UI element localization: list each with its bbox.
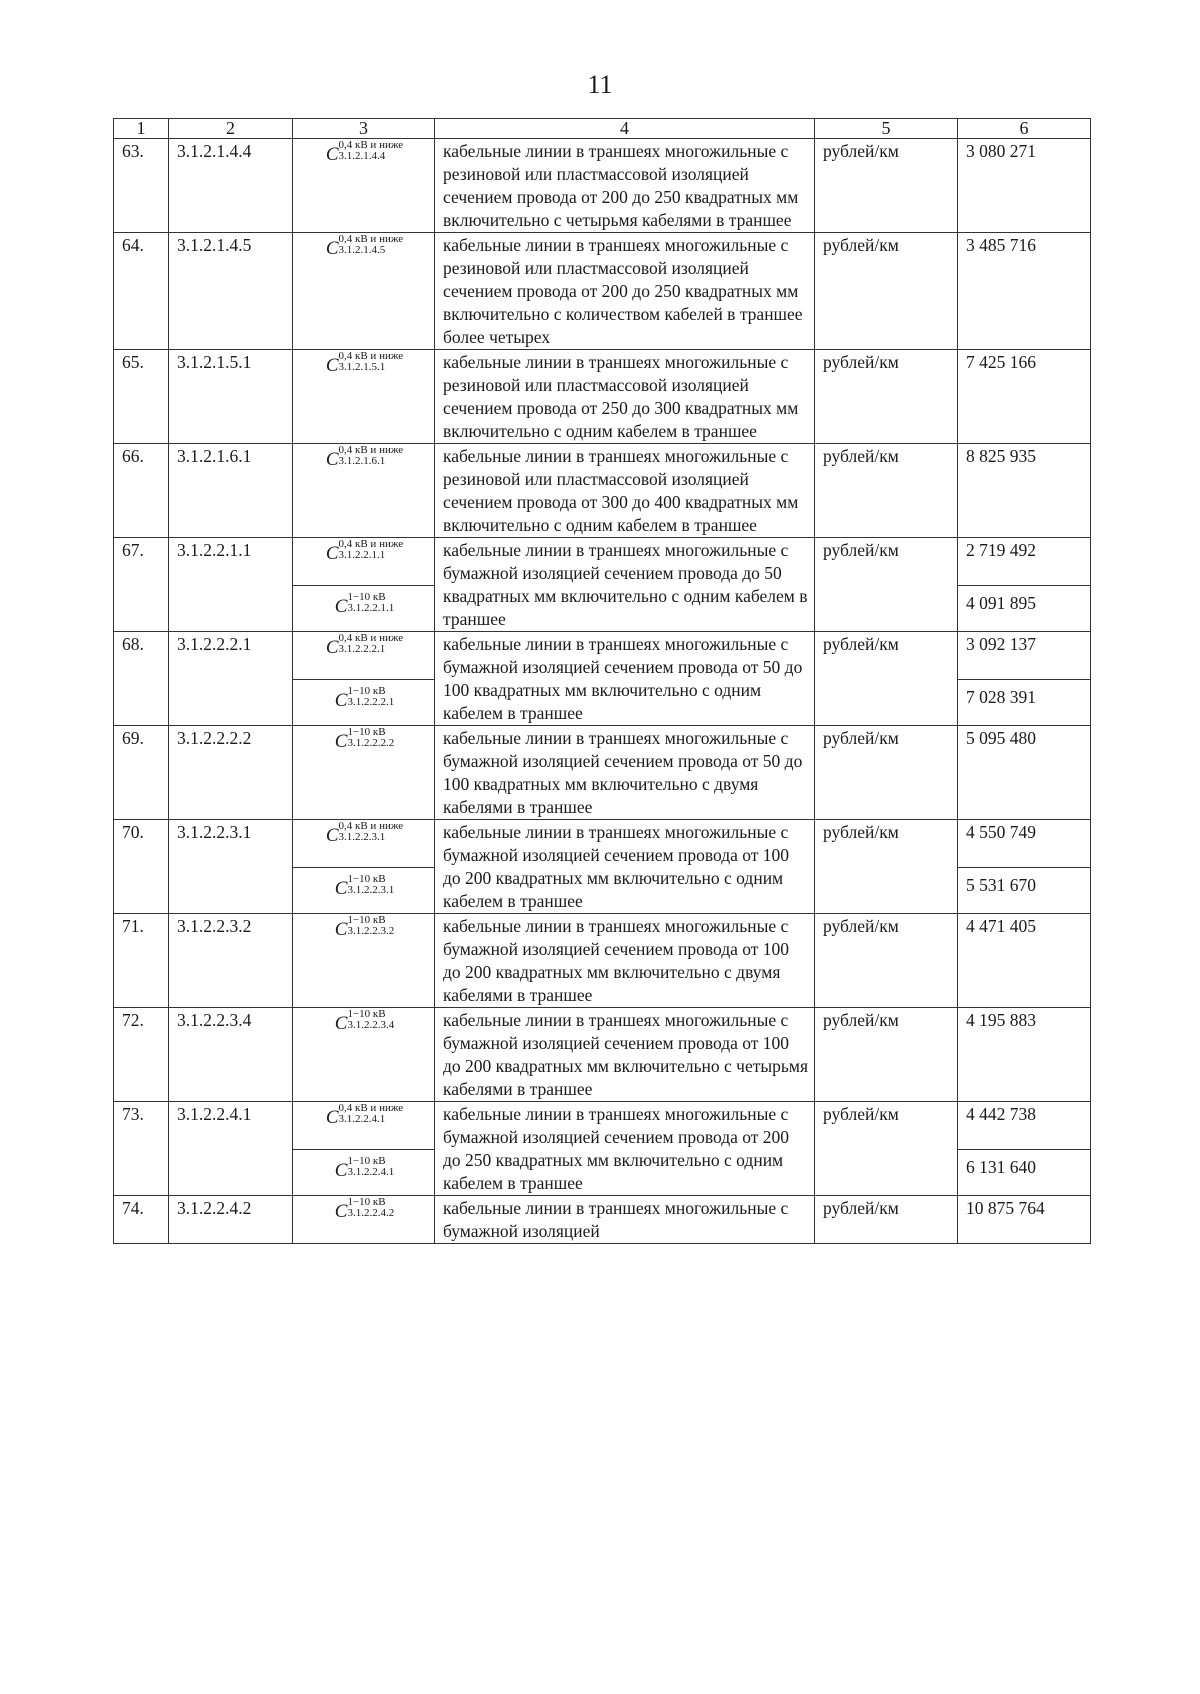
rate-voltage-class: 1−10 кВ (347, 1196, 386, 1208)
header-row (114, 119, 1091, 139)
rate-index: 3.1.2.1.6.1 (338, 455, 386, 467)
rate-symbol (293, 538, 435, 586)
rate-symbol-letter: C (325, 144, 339, 165)
rate-symbol (293, 444, 435, 538)
rate-symbol-letter: C (325, 1107, 339, 1128)
rate-symbol-letter: C (334, 690, 348, 711)
header-cell: 2 (169, 119, 293, 139)
row-unit: рублей/км (815, 1008, 958, 1102)
row-number: 73. (114, 1102, 169, 1196)
row-unit: рублей/км (815, 632, 958, 726)
table-row (114, 350, 1091, 444)
row-code: 3.1.2.2.4.2 (169, 1196, 293, 1244)
rate-symbol-letter: C (325, 449, 339, 470)
row-description: кабельные линии в траншеях многожильные с бумажной изоляцией сечением провода от 100 до 200 квадратных мм включительно с двумя кабелями в траншее (435, 914, 815, 1008)
rate-symbol-letter: C (325, 637, 339, 658)
row-number: 63. (114, 139, 169, 233)
row-code: 3.1.2.1.6.1 (169, 444, 293, 538)
rate-symbol-letter: C (334, 1201, 348, 1222)
rate-index: 3.1.2.1.4.5 (338, 244, 386, 256)
row-unit: рублей/км (815, 538, 958, 632)
row-unit: рублей/км (815, 444, 958, 538)
rate-symbol-letter: C (334, 731, 348, 752)
row-description: кабельные линии в траншеях многожильные с бумажной изоляцией сечением провода от 50 до 100 квадратных мм включительно с одним кабелем в траншее (435, 632, 815, 726)
row-number: 69. (114, 726, 169, 820)
row-value: 7 028 391 (958, 680, 1091, 726)
row-value: 10 875 764 (958, 1196, 1091, 1244)
rate-index: 3.1.2.2.4.1 (338, 1113, 386, 1125)
row-value: 7 425 166 (958, 350, 1091, 444)
rate-symbol-letter: C (334, 596, 348, 617)
table-row (114, 1008, 1091, 1102)
row-description: кабельные линии в траншеях многожильные с резиновой или пластмассовой изоляцией сечением провода от 300 до 400 квадратных мм включительно с одним кабелем в траншее (435, 444, 815, 538)
row-value: 6 131 640 (958, 1150, 1091, 1196)
table-row (114, 1102, 1091, 1150)
page-number: 11 (587, 70, 613, 99)
rate-voltage-class: 1−10 кВ (347, 685, 386, 697)
rate-index: 3.1.2.2.3.2 (347, 925, 395, 937)
table-row (114, 538, 1091, 586)
rate-voltage-class: 1−10 кВ (347, 591, 386, 603)
row-description: кабельные линии в траншеях многожильные с бумажной изоляцией (435, 1196, 815, 1244)
rate-symbol (293, 1008, 435, 1102)
row-unit: рублей/км (815, 350, 958, 444)
table-row (114, 139, 1091, 233)
row-description: кабельные линии в траншеях многожильные с бумажной изоляцией сечением провода от 100 до 200 квадратных мм включительно с одним кабелем в траншее (435, 820, 815, 914)
rate-voltage-class: 0,4 кВ и ниже (338, 444, 404, 456)
rate-voltage-class: 1−10 кВ (347, 914, 386, 926)
row-number: 67. (114, 538, 169, 632)
row-unit: рублей/км (815, 726, 958, 820)
row-unit: рублей/км (815, 233, 958, 350)
row-value: 3 485 716 (958, 233, 1091, 350)
header-cell: 5 (815, 119, 958, 139)
row-number: 74. (114, 1196, 169, 1244)
rate-symbol-letter: C (325, 543, 339, 564)
rate-voltage-class: 0,4 кВ и ниже (338, 538, 404, 550)
rate-symbol (293, 586, 435, 632)
row-unit: рублей/км (815, 1196, 958, 1244)
row-unit: рублей/км (815, 820, 958, 914)
row-value: 5 095 480 (958, 726, 1091, 820)
row-code: 3.1.2.1.4.5 (169, 233, 293, 350)
row-number: 64. (114, 233, 169, 350)
rate-symbol-letter: C (334, 1160, 348, 1181)
row-number: 71. (114, 914, 169, 1008)
rate-symbol (293, 820, 435, 868)
row-value: 4 091 895 (958, 586, 1091, 632)
rate-index: 3.1.2.2.4.2 (347, 1207, 395, 1219)
rate-symbol-letter: C (334, 878, 348, 899)
header-cell: 1 (114, 119, 169, 139)
rate-voltage-class: 1−10 кВ (347, 1008, 386, 1020)
header-cell: 6 (958, 119, 1091, 139)
rate-voltage-class: 0,4 кВ и ниже (338, 233, 404, 245)
row-code: 3.1.2.1.5.1 (169, 350, 293, 444)
rate-index: 3.1.2.1.4.4 (338, 150, 386, 162)
rate-symbol (293, 680, 435, 726)
rate-index: 3.1.2.2.1.1 (338, 549, 386, 561)
header-cell: 4 (435, 119, 815, 139)
rate-index: 3.1.2.2.2.2 (347, 737, 395, 749)
rate-symbol (293, 1150, 435, 1196)
rate-voltage-class: 0,4 кВ и ниже (338, 139, 404, 151)
row-code: 3.1.2.2.2.1 (169, 632, 293, 726)
rate-index: 3.1.2.2.3.1 (347, 884, 395, 896)
table-row (114, 726, 1091, 820)
row-description: кабельные линии в траншеях многожильные с резиновой или пластмассовой изоляцией сечением провода от 250 до 300 квадратных мм включительно с одним кабелем в траншее (435, 350, 815, 444)
row-value: 4 471 405 (958, 914, 1091, 1008)
row-value: 4 195 883 (958, 1008, 1091, 1102)
rate-symbol-letter: C (334, 1013, 348, 1034)
row-value: 4 550 749 (958, 820, 1091, 868)
row-value: 2 719 492 (958, 538, 1091, 586)
row-number: 68. (114, 632, 169, 726)
rate-index: 3.1.2.2.4.1 (347, 1166, 395, 1178)
row-code: 3.1.2.2.1.1 (169, 538, 293, 632)
row-description: кабельные линии в траншеях многожильные с бумажной изоляцией сечением провода от 50 до 100 квадратных мм включительно с двумя кабелями в траншее (435, 726, 815, 820)
rate-voltage-class: 1−10 кВ (347, 1155, 386, 1167)
row-number: 65. (114, 350, 169, 444)
rate-voltage-class: 0,4 кВ и ниже (338, 1102, 404, 1114)
row-number: 72. (114, 1008, 169, 1102)
table-row (114, 632, 1091, 680)
rate-symbol-letter: C (325, 825, 339, 846)
row-description: кабельные линии в траншеях многожильные с резиновой или пластмассовой изоляцией сечением провода от 200 до 250 квадратных мм включительно с четырьмя кабелями в траншее (435, 139, 815, 233)
rate-symbol (293, 868, 435, 914)
table-row (114, 820, 1091, 868)
table-row (114, 233, 1091, 350)
row-unit: рублей/км (815, 914, 958, 1008)
row-description: кабельные линии в траншеях многожильные с бумажной изоляцией сечением провода от 200 до 250 квадратных мм включительно с одним кабелем в траншее (435, 1102, 815, 1196)
row-code: 3.1.2.2.3.4 (169, 1008, 293, 1102)
rate-symbol (293, 233, 435, 350)
table-body (114, 139, 1091, 1244)
tariff-table (113, 118, 1091, 1244)
row-unit: рублей/км (815, 1102, 958, 1196)
rate-voltage-class: 1−10 кВ (347, 873, 386, 885)
rate-voltage-class: 0,4 кВ и ниже (338, 820, 404, 832)
rate-symbol (293, 350, 435, 444)
rate-voltage-class: 0,4 кВ и ниже (338, 632, 404, 644)
row-description: кабельные линии в траншеях многожильные с резиновой или пластмассовой изоляцией сечением провода от 200 до 250 квадратных мм включительно с количеством кабелей в траншее более четырех (435, 233, 815, 350)
row-code: 3.1.2.2.4.1 (169, 1102, 293, 1196)
table-row (114, 444, 1091, 538)
row-value: 4 442 738 (958, 1102, 1091, 1150)
rate-index: 3.1.2.2.3.1 (338, 831, 386, 843)
rate-voltage-class: 0,4 кВ и ниже (338, 350, 404, 362)
row-value: 3 092 137 (958, 632, 1091, 680)
rate-symbol (293, 914, 435, 1008)
row-code: 3.1.2.2.2.2 (169, 726, 293, 820)
table-row (114, 1196, 1091, 1244)
rate-index: 3.1.2.2.2.1 (347, 696, 395, 708)
rate-symbol (293, 1196, 435, 1244)
header-cell: 3 (293, 119, 435, 139)
table-row (114, 914, 1091, 1008)
rate-index: 3.1.2.1.5.1 (338, 361, 386, 373)
rate-symbol (293, 139, 435, 233)
rate-symbol (293, 632, 435, 680)
row-code: 3.1.2.2.3.2 (169, 914, 293, 1008)
row-number: 66. (114, 444, 169, 538)
rate-index: 3.1.2.2.3.4 (347, 1019, 395, 1031)
rate-voltage-class: 1−10 кВ (347, 726, 386, 738)
row-unit: рублей/км (815, 139, 958, 233)
rate-symbol-letter: C (325, 238, 339, 259)
rate-index: 3.1.2.2.2.1 (338, 643, 386, 655)
row-value: 3 080 271 (958, 139, 1091, 233)
rate-symbol (293, 1102, 435, 1150)
row-number: 70. (114, 820, 169, 914)
rate-symbol-letter: C (334, 919, 348, 940)
row-code: 3.1.2.2.3.1 (169, 820, 293, 914)
row-description: кабельные линии в траншеях многожильные с бумажной изоляцией сечением провода до 50 квадратных мм включительно с одним кабелем в траншее (435, 538, 815, 632)
rate-symbol-letter: C (325, 355, 339, 376)
row-value: 5 531 670 (958, 868, 1091, 914)
row-code: 3.1.2.1.4.4 (169, 139, 293, 233)
rate-index: 3.1.2.2.1.1 (347, 602, 395, 614)
row-description: кабельные линии в траншеях многожильные с бумажной изоляцией сечением провода от 100 до 200 квадратных мм включительно с четырьмя кабелями в траншее (435, 1008, 815, 1102)
rate-symbol (293, 726, 435, 820)
row-value: 8 825 935 (958, 444, 1091, 538)
